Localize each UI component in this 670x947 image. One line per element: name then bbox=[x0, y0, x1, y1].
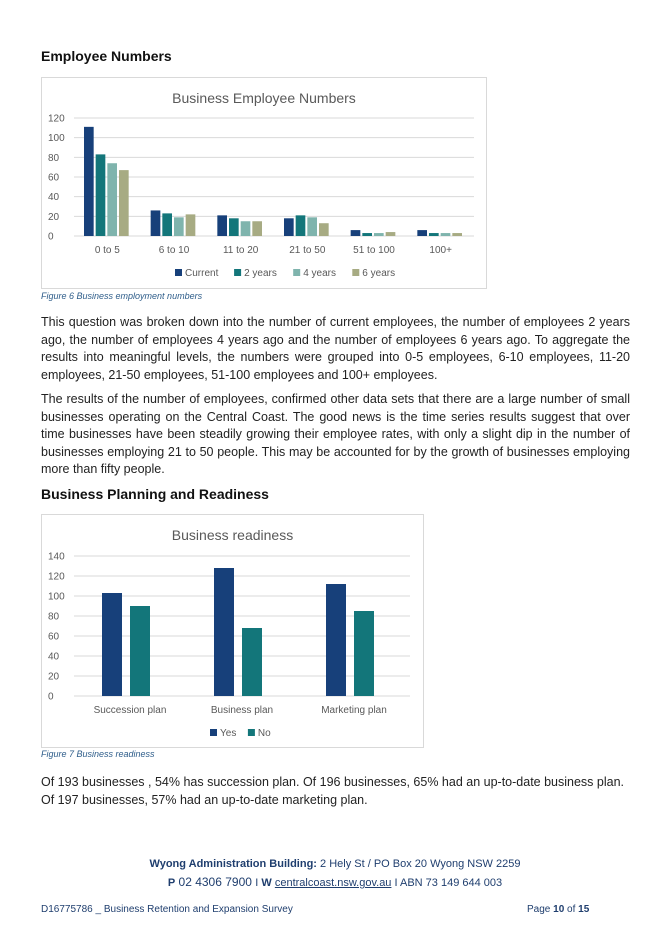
employee-numbers-chart bbox=[41, 77, 487, 289]
legend-swatch bbox=[293, 269, 300, 276]
bar bbox=[374, 233, 384, 236]
y-tick-label: 60 bbox=[48, 631, 60, 643]
y-tick-label: 20 bbox=[48, 211, 60, 223]
x-tick-label: 6 to 10 bbox=[158, 245, 190, 256]
footer-phone: 02 4306 7900 bbox=[175, 875, 256, 889]
bar bbox=[241, 221, 251, 236]
figure-6-caption: Figure 6 Business employment numbers bbox=[41, 291, 203, 301]
page-current: 10 bbox=[553, 904, 565, 915]
legend-label: 4 years bbox=[303, 268, 336, 279]
x-tick-label: Marketing plan bbox=[321, 705, 387, 716]
bar bbox=[214, 568, 234, 696]
bar bbox=[229, 218, 239, 236]
y-tick-label: 40 bbox=[48, 651, 60, 663]
x-tick-label: Business plan bbox=[210, 705, 274, 716]
y-tick-label: 120 bbox=[48, 113, 65, 125]
footer-building-label: Wyong Administration Building: bbox=[149, 858, 317, 870]
footer-separator: I bbox=[255, 877, 262, 889]
bar bbox=[130, 606, 150, 696]
y-tick-label: 120 bbox=[48, 571, 65, 583]
legend-label: No bbox=[257, 728, 271, 739]
section-heading-business-planning: Business Planning and Readiness bbox=[41, 486, 269, 502]
bar bbox=[362, 233, 372, 236]
x-tick-label: 51 to 100 bbox=[353, 245, 395, 256]
bar bbox=[96, 154, 106, 236]
x-tick-label: Succession plan bbox=[93, 705, 167, 716]
business-readiness-chart-svg bbox=[42, 515, 423, 747]
legend-swatch bbox=[175, 269, 182, 276]
bar bbox=[162, 213, 172, 236]
chart-title: Business readiness bbox=[171, 527, 294, 543]
legend-label: 6 years bbox=[362, 268, 396, 279]
bar bbox=[284, 218, 294, 236]
employee-numbers-chart-svg bbox=[42, 78, 486, 288]
section-heading-employee-numbers: Employee Numbers bbox=[41, 48, 172, 64]
footer-page-number bbox=[527, 904, 589, 915]
bar bbox=[174, 217, 184, 236]
y-tick-label: 100 bbox=[48, 591, 65, 603]
footer-address-line bbox=[0, 858, 670, 870]
bar bbox=[319, 223, 329, 236]
bar bbox=[351, 230, 361, 236]
y-tick-label: 80 bbox=[48, 611, 60, 623]
bar bbox=[296, 215, 306, 236]
x-tick-label: 100+ bbox=[429, 245, 452, 256]
bar bbox=[242, 628, 262, 696]
y-tick-label: 140 bbox=[48, 551, 65, 563]
x-tick-label: 21 to 50 bbox=[289, 245, 326, 256]
paragraph-employee-breakdown: This question was broken down into the number of current employees, the number of employees 2 years ago, the number of employees 4 years ago and the number of employees 6 years ago. To aggregate the results into meaningful levels, the numbers were grouped into 0-5 employees, 6-10 employees, 11-20 employees, 21-50 employees, 51-100 employees and 100+ employees. bbox=[41, 315, 630, 382]
figure-7-caption: Figure 7 Business readiness bbox=[41, 749, 155, 759]
page-of: of bbox=[564, 904, 579, 915]
page-total: 15 bbox=[578, 904, 590, 915]
y-tick-label: 20 bbox=[48, 671, 60, 683]
legend-label: 2 years bbox=[244, 268, 277, 279]
footer-building-address: 2 Hely St / PO Box 20 Wyong NSW 2259 bbox=[316, 858, 521, 870]
bar bbox=[217, 215, 227, 236]
y-tick-label: 40 bbox=[48, 192, 60, 204]
footer-document-id: D16775786 _ Business Retention and Expansion Survey bbox=[41, 904, 293, 915]
y-tick-label: 0 bbox=[48, 231, 54, 243]
bar bbox=[151, 210, 161, 236]
paragraph-readiness-results: Of 193 businesses , 54% has succession plan. Of 196 businesses, 65% had an up-to-date business plan. Of 197 businesses, 57% had an up-to-date marketing plan. bbox=[41, 775, 625, 807]
legend-label: Yes bbox=[220, 728, 237, 739]
y-tick-label: 0 bbox=[48, 691, 54, 703]
bar bbox=[307, 217, 317, 236]
page-word: Page bbox=[527, 904, 554, 915]
bar bbox=[386, 232, 396, 236]
bar bbox=[326, 584, 346, 696]
bar bbox=[186, 214, 196, 236]
bar bbox=[102, 593, 122, 696]
bar bbox=[452, 233, 462, 236]
legend-swatch bbox=[352, 269, 359, 276]
footer-website-link[interactable]: centralcoast.nsw.gov.au bbox=[274, 877, 392, 889]
x-tick-label: 11 to 20 bbox=[222, 245, 259, 256]
bar bbox=[119, 170, 129, 236]
bar bbox=[354, 611, 374, 696]
business-readiness-chart bbox=[41, 514, 424, 748]
bar bbox=[252, 221, 262, 236]
bar bbox=[107, 163, 117, 236]
footer-phone-label: P bbox=[167, 877, 176, 889]
y-tick-label: 80 bbox=[48, 152, 60, 164]
legend-swatch bbox=[248, 729, 255, 736]
y-tick-label: 100 bbox=[48, 133, 65, 145]
legend-swatch bbox=[234, 269, 241, 276]
bar bbox=[417, 230, 427, 236]
bar bbox=[441, 233, 451, 236]
footer-contact-line bbox=[0, 875, 670, 889]
bar bbox=[429, 233, 439, 236]
paragraph-employee-results: The results of the number of employees, confirmed other data sets that there are a large number of small businesses operating on the Central Coast. The good news is the time series results suggest that over time businesses have been steadily growing their employee rates, with only a slight dip in the number of businesses employing 21 to 50 people. This may be accounted for by the growth of businesses employing more than fifty people. bbox=[41, 392, 630, 476]
x-tick-label: 0 to 5 bbox=[94, 245, 120, 256]
y-tick-label: 60 bbox=[48, 172, 60, 184]
chart-title: Business Employee Numbers bbox=[172, 90, 356, 106]
legend-swatch bbox=[210, 729, 217, 736]
footer-abn: I ABN 73 149 644 003 bbox=[391, 877, 503, 889]
legend-label: Current bbox=[185, 268, 219, 279]
footer-web-label: W bbox=[261, 877, 272, 889]
bar bbox=[84, 127, 94, 236]
